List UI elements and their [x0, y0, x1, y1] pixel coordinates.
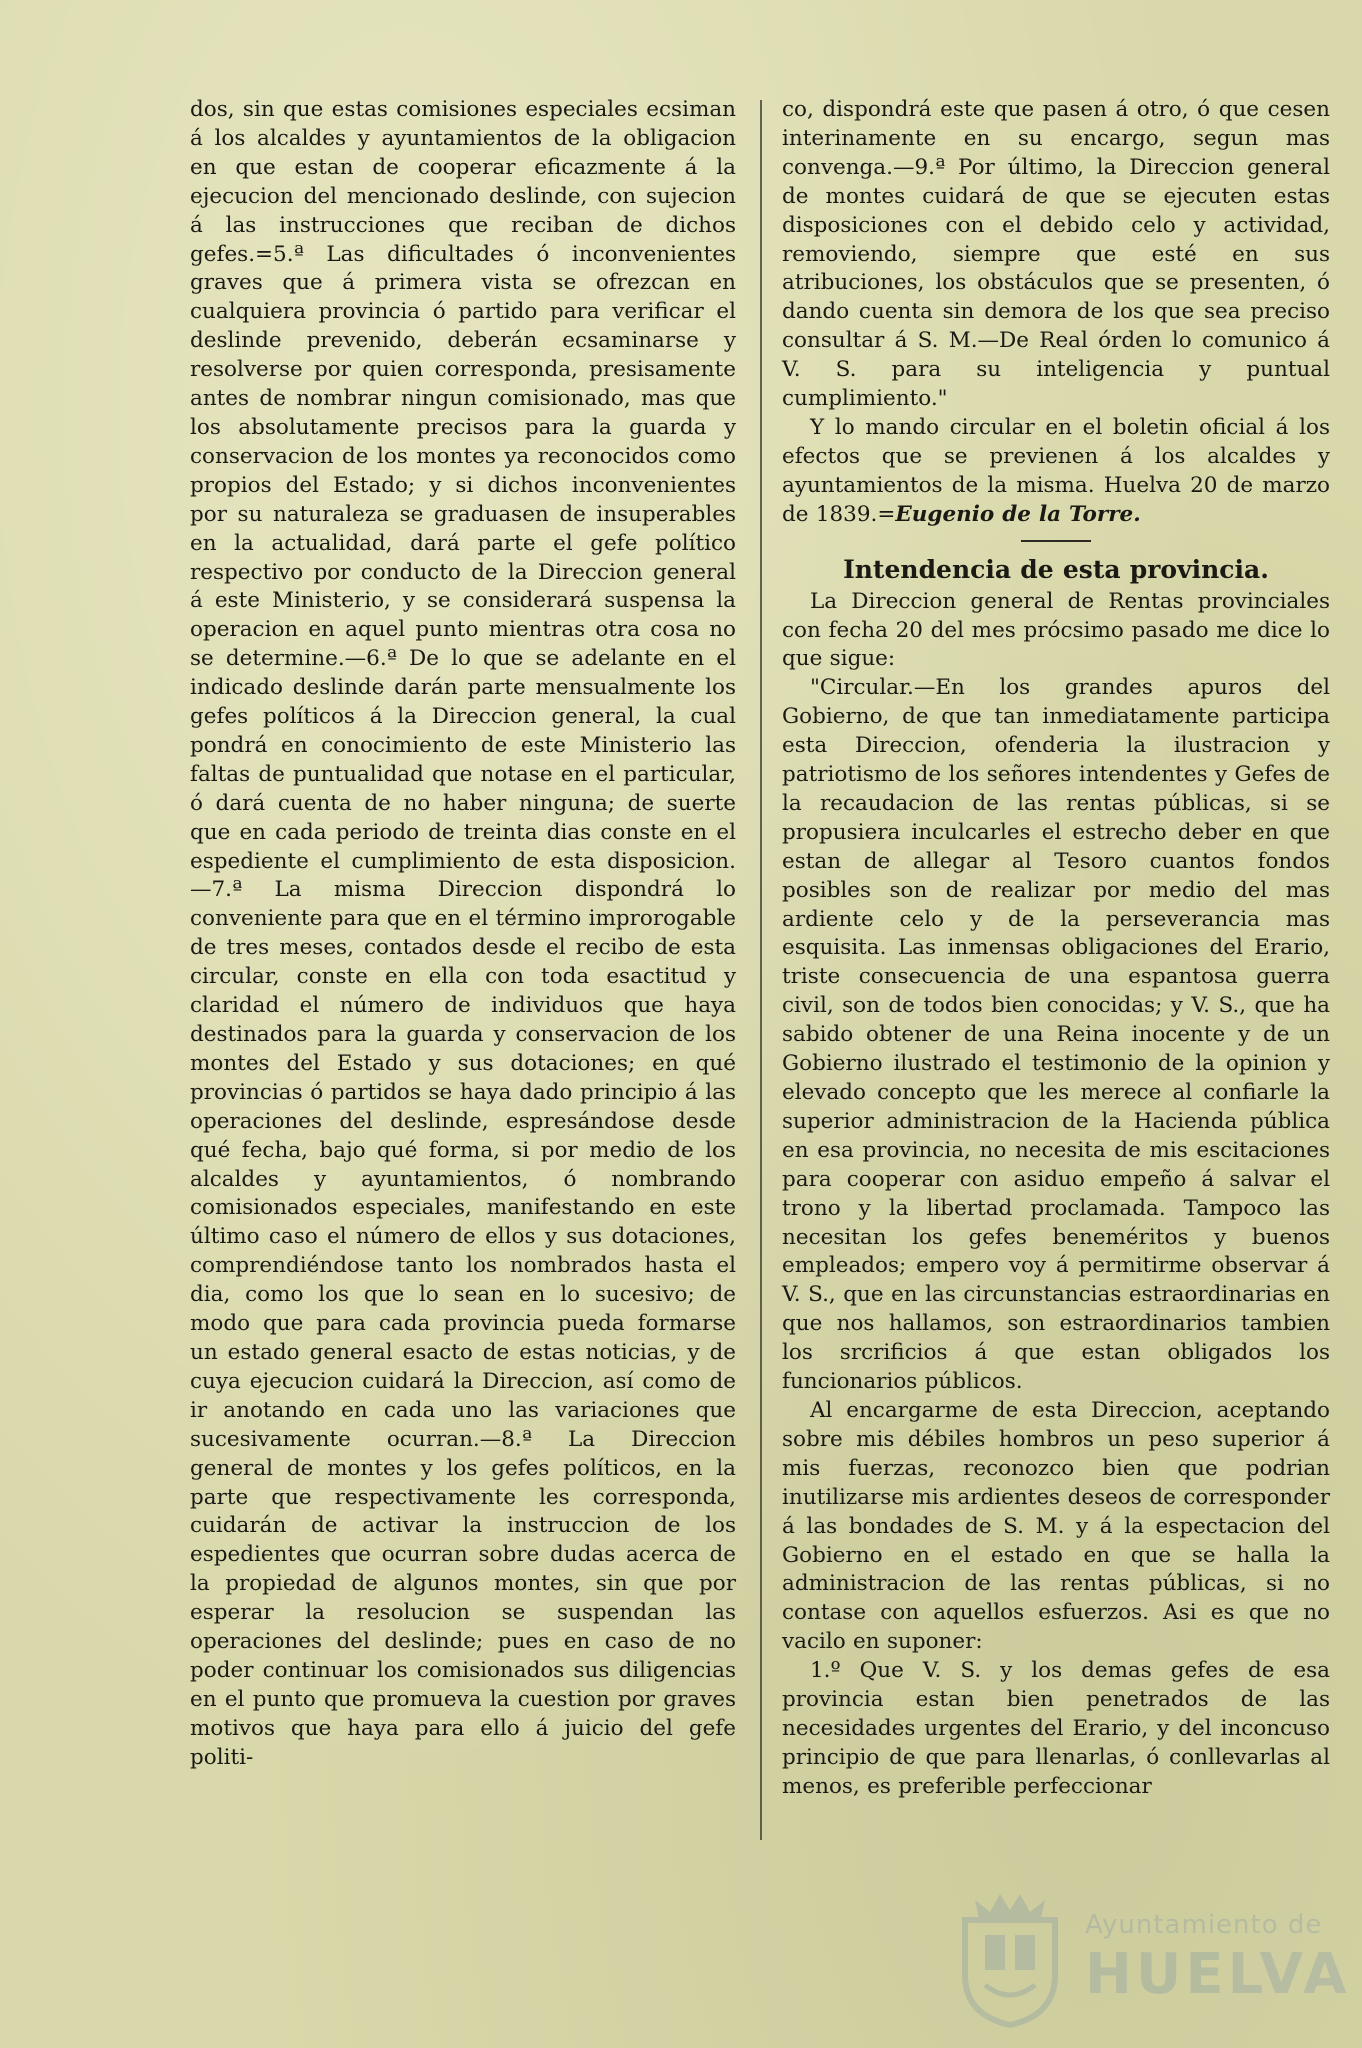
right-paragraph-4: "Circular.—En los grandes apuros del Gobierno, de que tan inmediatamente participa esta Direccion, ofenderia la ilustracion y patriotismo de los señores intendentes y Gefes de la recaudacion de las rentas públicas, si se propusiera inculcarles el estrecho deber en que estan de allegar al Tesoro cuantos fondos posibles son de realizar por medio del mas ardiente celo y de la perseverancia mas esquisita. Las inmensas obligaciones del Erario, triste consecuencia de una espantosa guerra civil, son de todos bien conocidas; y V. S., que ha sabido obtener de una Reina inocente y de un Gobierno ilustrado el testimonio de la opinion y elevado concepto que les merece al confiarle la superior administracion de la Hacienda pública en esa provincia, no necesita de mis escitaciones para cooperar con asiduo empeño á salvar el trono y la libertad proclamada. Tampoco las necesitan los gefes beneméritos y buenos empleados; empero voy á permitirme observar á V. S., que en las circunstancias estraordinarias en que nos hallamos, son estraordinarios tambien los srcrificios á que estan obligados los funcionarios públicos.: [782, 675, 1330, 1395]
left-column: [190, 96, 736, 1773]
watermark-line-1: Ayuntamiento de: [1085, 1910, 1323, 1940]
section-heading: Intendencia de esta provincia.: [843, 554, 1269, 584]
signature: Eugenio de la Torre.: [895, 501, 1141, 527]
circular-order-text: Y lo mando circular en el boletin oficial á los efectos que se previenen á los alcaldes y ayuntamientos de la misma. Huelva 20 de marzo de 1839.=: [782, 414, 1330, 527]
right-paragraph-2: [782, 414, 1330, 530]
archive-watermark: [945, 1880, 1351, 2030]
column-divider: [760, 100, 762, 1840]
right-paragraph-3: La Direccion general de Rentas provinciales con fecha 20 del mes prócsimo pasado me dice lo que sigue:: [782, 588, 1330, 672]
right-paragraph-1: co, dispondrá este que pasen á otro, ó que cesen interinamente en su encargo, segun mas convenga.—9.ª Por último, la Direccion general de montes cuidará de que se ejecuten estas disposiciones con el debido celo y actividad, removiendo, siempre que esté en sus atribuciones, los obstáculos que se presenten, ó dando cuenta sin demora de los que sea preciso consultar á S. M.—De Real órden lo comunico á V. S. para su inteligencia y puntual cumplimiento.": [782, 97, 1330, 412]
huelva-crest-icon: [945, 1880, 1075, 2030]
section-separator: [1021, 540, 1091, 542]
watermark-line-2: HUELVA: [1085, 1942, 1351, 2007]
right-paragraph-6: 1.º Que V. S. y los demas gefes de esa provincia estan bien penetrados de las necesidades urgentes del Erario, y del inconcuso principio de que para llenarlas, ó conllevarlas al menos, es preferible perfeccionar: [782, 1658, 1330, 1799]
right-column: [782, 96, 1330, 1802]
right-paragraph-5: Al encargarme de esta Direccion, aceptando sobre mis débiles hombros un peso superior á mis fuerzas, reconozco bien que podrian inutilizarse mis ardientes deseos de corresponder á las bondades de S. M. y á la espectacion del Gobierno en el estado en que se halla la administracion de las rentas públicas, si no contase con aquellos esfuerzos. Asi es que no vacilo en suponer:: [782, 1397, 1330, 1655]
left-paragraph-1: dos, sin que estas comisiones especiales ecsiman á los alcaldes y ayuntamientos de la obligacion en que estan de cooperar eficazmente á la ejecucion del mencionado deslinde, con sujecion á las instrucciones que reciban de dichos gefes.=5.ª Las dificultades ó inconvenientes graves que á primera vista se ofrezcan en cualquiera provincia ó partido para verificar el deslinde prevenido, deberán ecsaminarse y resolverse por quien corresponda, presisamente antes de nombrar ningun comisionado, mas que los absolutamente precisos para la guarda y conservacion de los montes ya reconocidos como propios del Estado; y si dichos inconvenientes por su naturaleza se graduasen de insuperables en la actualidad, dará parte el gefe político respectivo por conducto de la Direccion general á este Ministerio, y se considerará suspensa la operacion en aquel punto mientras otra cosa no se determine.—6.ª De lo que se adelante en el indicado deslinde darán parte mensualmente los gefes políticos á la Direccion general, la cual pondrá en conocimiento de este Ministerio las faltas de puntualidad que notase en el particular, ó dará cuenta de no haber ninguna; de suerte que en cada periodo de treinta dias conste en el espediente el cumplimiento de esta disposicion.—7.ª La misma Direccion dispondrá lo conveniente para que en el término improrogable de tres meses, contados desde el recibo de esta circular, conste en ella con toda esactitud y claridad el número de individuos que haya destinados para la guarda y conservacion de los montes del Estado y sus dotaciones; en qué provincias ó partidos se haya dado principio á las operaciones del deslinde, espresándose desde qué fecha, bajo qué forma, si por medio de los alcaldes y ayuntamientos, ó nombrando comisionados especiales, manifestando en este último caso el número de ellos y sus dotaciones, comprendiéndose tanto los nombrados hasta el dia, como los que lo sean en lo sucesivo; de modo que para cada provincia pueda formarse un estado general esacto de estas noticias, y de cuya ejecucion cuidará la Direccion, así como de ir anotando en cada uno las variaciones que sucesivamente ocurran.—8.ª La Direccion general de montes y los gefes políticos, en la parte que respectivamente les corresponda, cuidarán de activar la instruccion de los espedientes que ocurran sobre dudas acerca de la propiedad de algunos montes, sin que por esperar la resolucion se suspendan las operaciones del deslinde; pues en caso de no poder continuar los comisionados sus diligencias en el punto que promueva la cuestion por graves motivos que haya para ello á juicio del gefe politi-: [190, 97, 736, 1770]
